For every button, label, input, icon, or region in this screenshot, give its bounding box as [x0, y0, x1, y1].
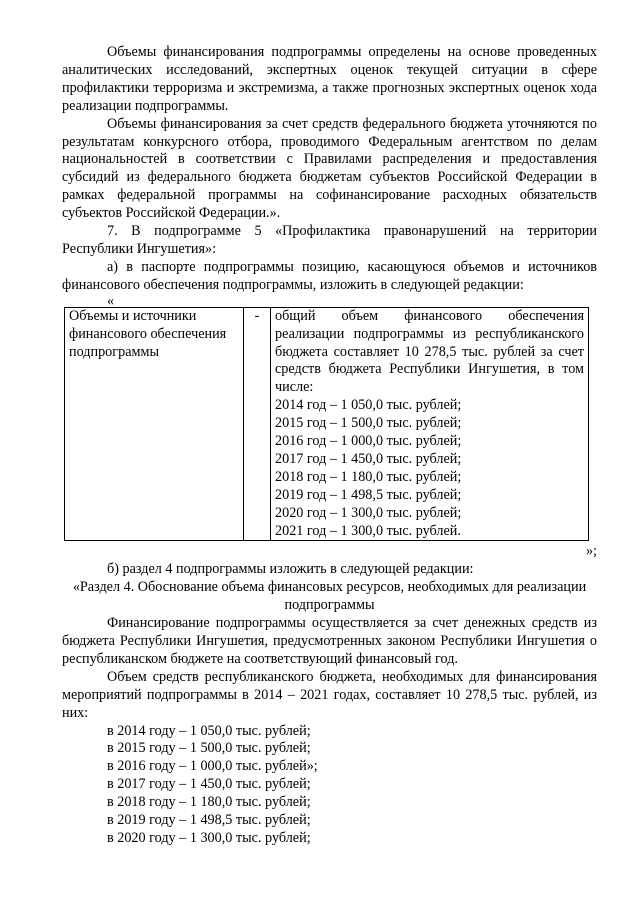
- paragraph-budget-volume: Объем средств республиканского бюджета, необходимых для финансирования мероприятий подпрограммы в 2014 – 2021 годах, составляет 10 278,5 тыс. рублей, из них:: [62, 668, 597, 721]
- quote-open: «: [107, 292, 115, 309]
- table-cell-value: [271, 307, 589, 541]
- paragraph-item-7: 7. В подпрограмме 5 «Профилактика правонарушений на территории Республики Ингушетия»:: [62, 223, 597, 257]
- table-year-line: 2016 год – 1 000,0 тыс. рублей;: [275, 433, 462, 450]
- list-item: в 2018 году – 1 180,0 тыс. рублей;: [107, 794, 311, 811]
- table-year-line: 2014 год – 1 050,0 тыс. рублей;: [275, 397, 462, 414]
- list-item: в 2016 году – 1 000,0 тыс. рублей»;: [107, 758, 318, 775]
- table-year-line: 2015 год – 1 500,0 тыс. рублей;: [275, 415, 462, 432]
- funding-table: [64, 307, 589, 542]
- year-list: [62, 723, 597, 848]
- table-cell-label: Объемы и источники финансового обеспечения подпрограммы: [65, 307, 244, 541]
- paragraph-funding-basis: Объемы финансирования подпрограммы определены на основе проведенных аналитических исследований, экспертных оценок текущей ситуации в сфере профилактики терроризма и экстремизма, а также прогнозных экспертных оценок хода реализации подпрограммы.: [62, 44, 597, 114]
- table-cell-dash: -: [244, 307, 271, 541]
- list-item: в 2020 году – 1 300,0 тыс. рублей;: [107, 829, 311, 846]
- table-year-line: 2018 год – 1 180,0 тыс. рублей;: [275, 468, 462, 485]
- table-value-intro: общий объем финансового обеспечения реализации подпрограммы из республиканского бюджета составляет 10 278,5 тыс. рублей за счет средств бюджета Республики Ингушетия, в том числе:: [275, 307, 584, 396]
- table-year-line: 2021 год – 1 300,0 тыс. рублей.: [275, 522, 461, 539]
- paragraph-item-b: б) раздел 4 подпрограммы изложить в следующей редакции:: [107, 561, 474, 578]
- quote-close: »;: [585, 543, 597, 560]
- document-page: [62, 44, 597, 848]
- table-year-line: 2017 год – 1 450,0 тыс. рублей;: [275, 450, 462, 467]
- list-item: в 2017 году – 1 450,0 тыс. рублей;: [107, 776, 311, 793]
- table-row: [65, 307, 589, 541]
- list-item: в 2014 году – 1 050,0 тыс. рублей;: [107, 722, 311, 739]
- paragraph-item-a: а) в паспорте подпрограммы позицию, касающуюся объемов и источников финансового обеспечения подпрограммы, изложить в следующей редакции:: [62, 258, 597, 293]
- table-year-line: 2020 год – 1 300,0 тыс. рублей;: [275, 504, 462, 521]
- list-item: в 2015 году – 1 500,0 тыс. рублей;: [107, 740, 311, 757]
- list-item: в 2019 году – 1 498,5 тыс. рублей;: [107, 812, 311, 829]
- table-year-line: 2019 год – 1 498,5 тыс. рублей;: [275, 486, 462, 503]
- section-heading: «Раздел 4. Обоснование объема финансовых ресурсов, необходимых для реализации подпрограммы: [72, 579, 587, 614]
- paragraph-federal-funding: Объемы финансирования за счет средств федерального бюджета уточняются по результатам конкурсного отбора, проводимого Федеральным агентством по делам национальностей в соответствии с Правилами распределения и предоставления субсидий из федерального бюджета бюджетам субъектов Российской Федерации в рамках федеральной программы на софинансирование расходных обязательств субъектов Российской Федерации.».: [62, 115, 597, 222]
- paragraph-financing-source: Финансирование подпрограммы осуществляется за счет денежных средств из бюджета Республики Ингушетия, предусмотренных законом Республики Ингушетия о республиканском бюджете на соответствующий финансовый год.: [62, 615, 597, 667]
